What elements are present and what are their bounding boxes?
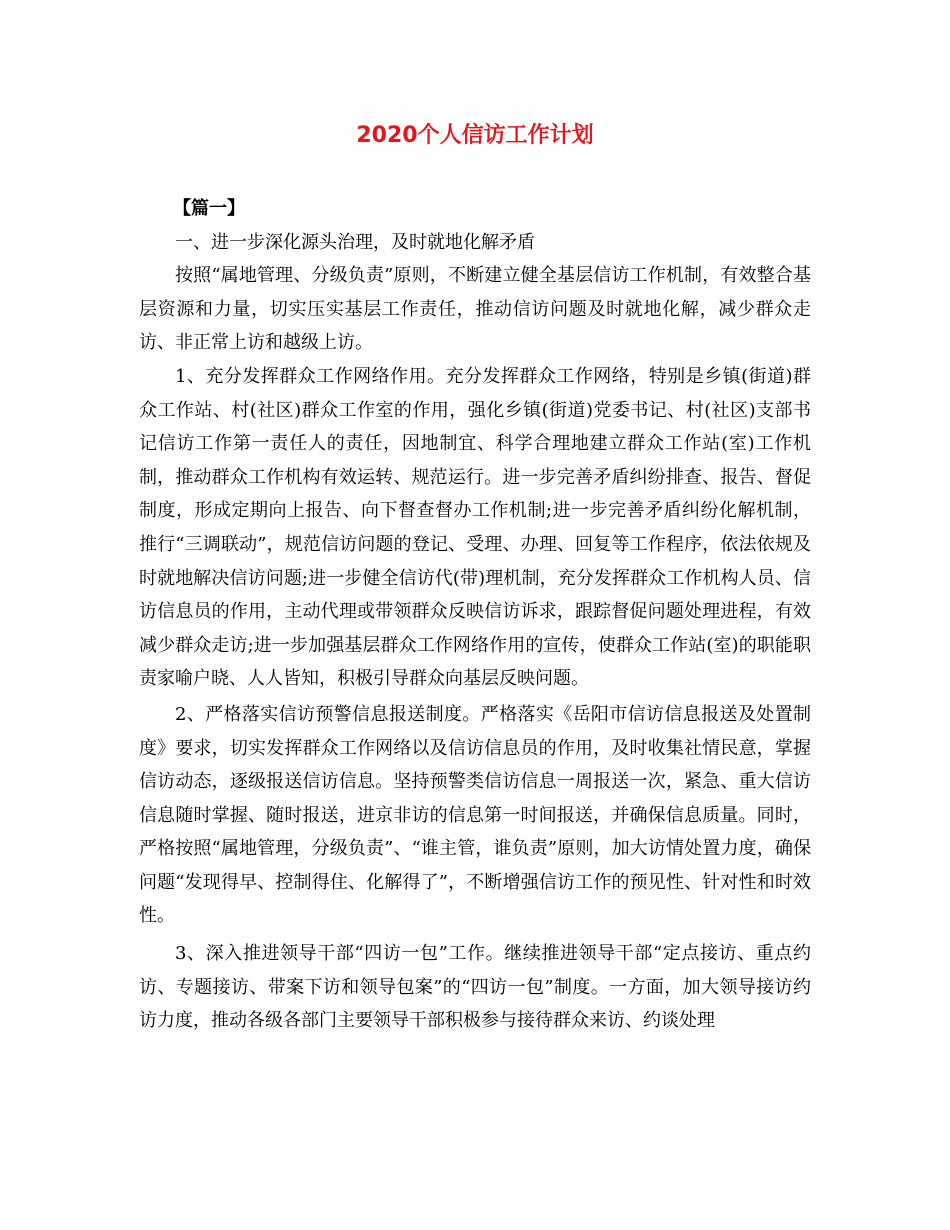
section-tag: 【篇一】 [173, 198, 245, 219]
paragraph-item-2: 2、严格落实信访预警信息报送制度。严格落实《岳阳市信访信息报送及处置制度》要求，切实发挥群众工作网络以及信访信息员的作用，及时收集社情民意，掌握信访动态，逐级报送信访信息。坚持预警类信访信息一周报送一次，紧急、重大信访信息随时掌握、随时报送，进京非访的信息第一时间报送，并确保信息质量。同时，严格按照“属地管理，分级负责”、“谁主管，谁负责”原则，加大访情处置力度，确保问题“发现得早、控制得住、化解得了”，不断增强信访工作的预见性、针对性和时效性。 [139, 703, 811, 927]
document-body [139, 192, 811, 1038]
paragraph-intro: 按照“属地管理、分级负责”原则，不断建立健全基层信访工作机制，有效整合基层资源和力量，切实压实基层工作责任，推动信访问题及时就地化解，减少群众走访、非正常上访和越级上访。 [139, 265, 811, 354]
paragraph-item-1: 1、充分发挥群众工作网络作用。充分发挥群众工作网络，特别是乡镇(街道)群众工作站、村(社区)群众工作室的作用，强化乡镇(街道)党委书记、村(社区)支部书记信访工作第一责任人的责任，因地制宜、科学合理地建立群众工作站(室)工作机制，推动群众工作机构有效运转、规范运行。进一步完善矛盾纠纷排查、报告、督促制度，形成定期向上报告、向下督查督办工作机制;进一步完善矛盾纠纷化解机制，推行“三调联动”，规范信访问题的登记、受理、办理、回复等工作程序，依法依规及时就地解决信访问题;进一步健全信访代(带)理机制，充分发挥群众工作机构人员、信访信息员的作用，主动代理或带领群众反映信访诉求，跟踪督促问题处理进程，有效减少群众走访;进一步加强基层群众工作网络作用的宣传，使群众工作站(室)的职能职责家喻户晓、人人皆知，积极引导群众向基层反映问题。 [139, 365, 811, 690]
document-title: 2020个人信访工作计划 [356, 123, 594, 148]
section-heading: 一、进一步深化源头治理，及时就地化解矛盾 [175, 231, 535, 253]
paragraph-item-3: 3、深入推进领导干部“四访一包”工作。继续推进领导干部“定点接访、重点约访、专题接访、带案下访和领导包案”的“四访一包”制度。一方面，加大领导接访约访力度，推动各级各部门主要领导干部积极参与接待群众来访、约谈处理 [139, 943, 811, 1032]
